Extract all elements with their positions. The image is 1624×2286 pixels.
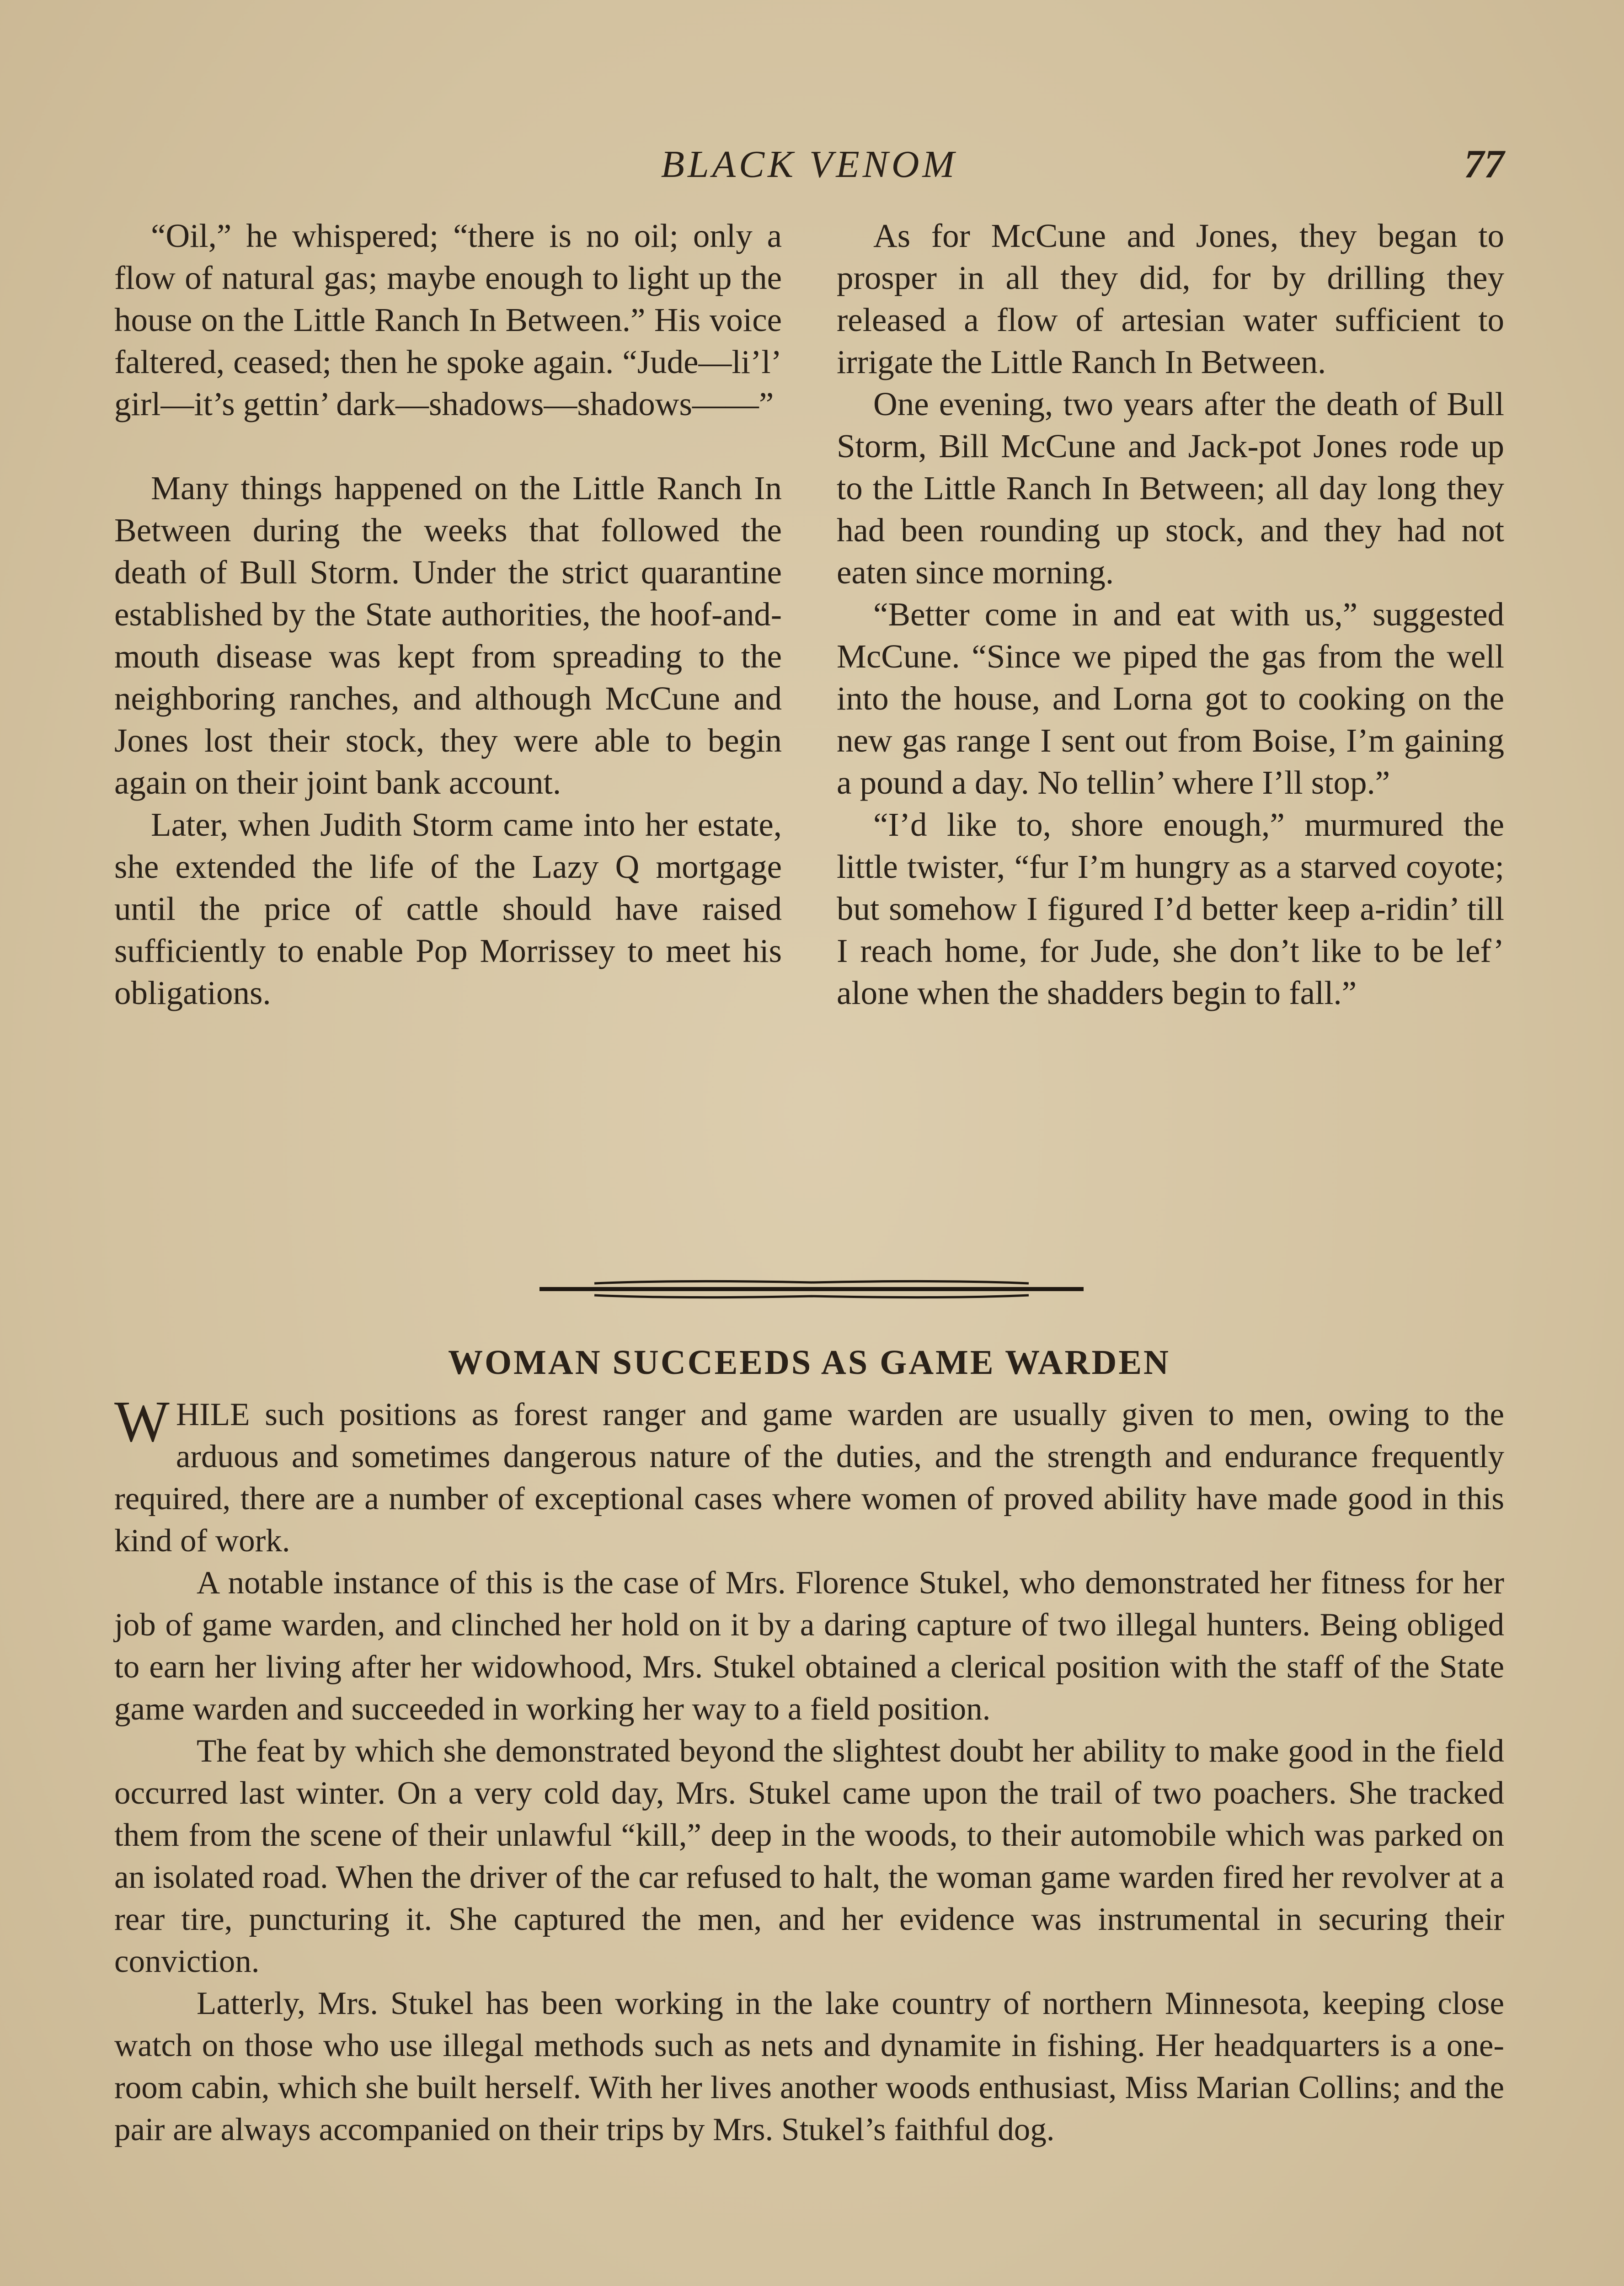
- paragraph: “Better come in and eat with us,” suggested McCune. “Since we piped the gas from the well into the house, and Lorna got to cooking on the new gas range I sent out from Boise, I’m gaining a pound a day. No tellin’ where I’ll stop.”: [837, 596, 1504, 801]
- paragraph: “I’d like to, shore enough,” murmured the little twister, “fur I’m hungry as a starved coyote; but somehow I figured I’d better keep a-ridin’ till I reach home, for Jude, she don’t like to be lef’ alone when the shadders begin to fall.”: [837, 806, 1504, 1011]
- page-number: 77: [1464, 142, 1504, 187]
- running-title: BLACK VENOM: [661, 143, 958, 186]
- article-paragraph: A notable instance of this is the case of Mrs. Florence Stukel, who demonstrated her fitness for her job of game warden, and clinched her hold on it by a daring capture of two illegal hunters. Being obliged to earn her living after her widowhood, Mrs. Stukel obtained a clerical position with the staff of the State game warden and succeeded in working her way to a field position.: [114, 1565, 1504, 1727]
- paragraph: “Oil,” he whispered; “there is no oil; only a flow of natural gas; maybe enough to light up the house on the Little Ranch In Between.” His voice faltered, ceased; then he spoke again. “Jude—li’l’ girl—it’s gettin’ dark—shadows—shadows——”: [114, 217, 782, 422]
- paragraph: Later, when Judith Storm came into her estate, she extended the life of the Lazy Q mortgage until the price of cattle should have raised sufficiently to enable Pop Morrissey to meet his obligations.: [114, 806, 782, 1011]
- story-columns: [114, 215, 1504, 1239]
- section-break: [114, 425, 782, 467]
- article-paragraph-text: HILE such positions as forest ranger and game warden are usually given to men, owing to the arduous and sometimes dangerous nature of the duties, and the strength and endurance frequently required, there are a number of exceptional cases where women of proved ability have made good in this kind of work.: [114, 1397, 1504, 1559]
- paragraph: Many things happened on the Little Ranch In Between during the weeks that followed the death of Bull Storm. Under the strict quarantine established by the State authorities, the hoof-and-mouth disease was kept from spreading to the neighboring ranches, and although McCune and Jones lost their stock, they were able to begin again on their joint bank account.: [114, 470, 782, 801]
- article-title: WOMAN SUCCEEDS AS GAME WARDEN: [448, 1343, 1170, 1382]
- article-paragraph: The feat by which she demonstrated beyond the slightest doubt her ability to make good in the field occurred last winter. On a very cold day, Mrs. Stukel came upon the trail of two poachers. She tracked them from the scene of their unlawful “kill,” deep in the woods, to their automobile which was parked on an isolated road. When the driver of the car refused to halt, the woman game warden fired her revolver at a rear tire, puncturing it. She captured the men, and her evidence was instrumental in securing their conviction.: [114, 1733, 1504, 1979]
- drop-cap: W: [114, 1389, 170, 1454]
- paragraph: One evening, two years after the death of Bull Storm, Bill McCune and Jack-pot Jones rode up to the Little Ranch In Between; all day long they had been rounding up stock, and they had not eaten since morning.: [837, 385, 1504, 591]
- ornamental-divider: [540, 1278, 1084, 1301]
- article: [114, 1340, 1504, 2151]
- article-paragraph: Latterly, Mrs. Stukel has been working in the lake country of northern Minnesota, keeping close watch on those who use illegal methods such as nets and dynamite in fishing. Her headquarters is a one-room cabin, which she built herself. With her lives another woods enthusiast, Miss Marian Collins; and the pair are always accompanied on their trips by Mrs. Stukel’s faithful dog.: [114, 1986, 1504, 2147]
- page-header: [114, 137, 1504, 192]
- article-paragraph: [114, 1389, 1504, 1562]
- right-column: [837, 215, 1504, 1014]
- left-column: [114, 215, 782, 1014]
- paragraph: As for McCune and Jones, they began to prosper in all they did, for by drilling they released a flow of artesian water sufficient to irrigate the Little Ranch In Between.: [837, 217, 1504, 380]
